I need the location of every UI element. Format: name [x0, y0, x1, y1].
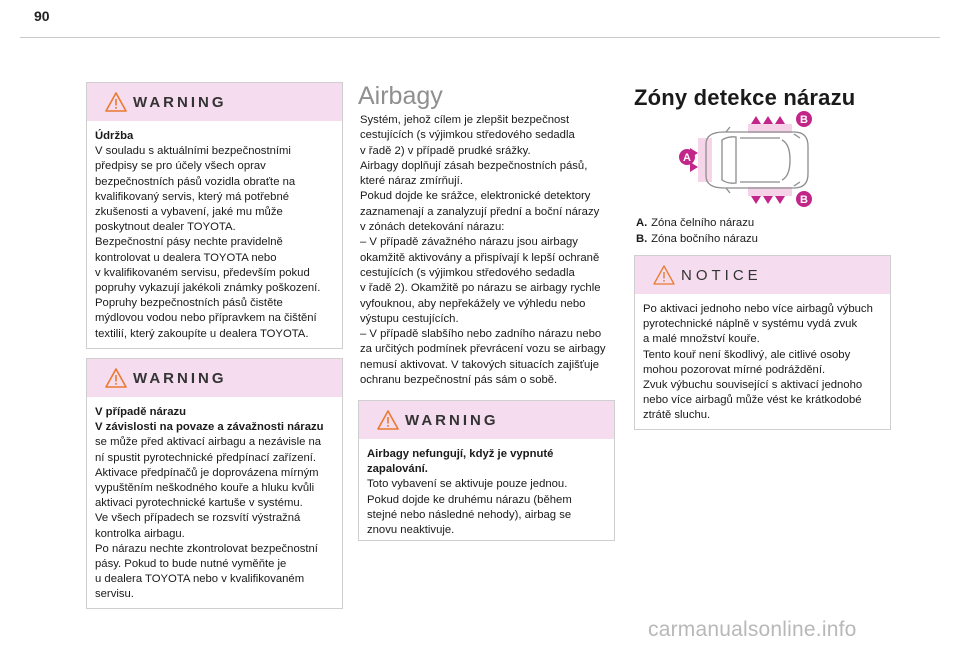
text-line: cestujících (s výjimkou středového sedadla: [360, 129, 575, 142]
warning-line: Popruhy bezpečnostních pásů čistěte: [95, 297, 283, 310]
zone-a-label: A: [683, 152, 691, 164]
warning-line: se může před aktivací airbagu a nezávisle na: [95, 436, 322, 449]
warning-line: poskytnout dealer TOYOTA.: [95, 221, 236, 234]
warning-line: mýdlovou vodou nebo přípravkem na čištění: [95, 312, 317, 325]
warning-line: kontrolovat u dealera TOYOTA nebo: [95, 251, 277, 264]
warning-line: stejné nebo následné nehody), airbag se: [367, 508, 572, 521]
warning-body: [359, 439, 614, 538]
warning-body: [87, 121, 342, 342]
page-number: 90: [34, 8, 50, 24]
notice-line: nebo více airbagů může vést ke krátkodobé: [643, 394, 862, 407]
text-line: Pokud dojde ke srážce, elektronické detektory: [360, 190, 591, 203]
warning-box-maintenance: [86, 82, 343, 349]
text-line: okamžitě aktivovány a přispívají k lepší ochraně: [360, 251, 600, 264]
diagram-legend: [636, 215, 758, 247]
notice-line: Po aktivaci jednoho nebo více airbagů výbuch: [643, 303, 873, 315]
side-arrows-top: [751, 116, 785, 124]
legend-text: Zóna čelního nárazu: [651, 217, 755, 229]
text-line: Systém, jehož cílem je zlepšit bezpečnost: [360, 114, 570, 126]
warning-line: kvalifikovaný servis, který má potřebné: [95, 190, 290, 203]
warning-line: aktivaci pyrotechnické kartuše v systému.: [95, 497, 303, 510]
text-line: ochranu bezpečnostní pás sám o sobě.: [360, 374, 558, 387]
warning-header: [359, 401, 614, 439]
legend-item: [636, 215, 758, 231]
warning-title: WARNING: [133, 93, 227, 111]
car-top-view-icon: [706, 127, 808, 193]
text-line: v řadě 2) v případě prudké srážky.: [360, 144, 531, 157]
zone-b-bottom-label: B: [800, 194, 808, 206]
impact-zones-diagram: [676, 110, 816, 210]
warning-line: znovu neaktivuje.: [367, 524, 455, 537]
notice-line: Tento kouř není škodlivý, ale citlivé osoby: [643, 348, 851, 361]
warning-line: Aktivace předpínačů je doprovázena mírným: [95, 466, 319, 479]
section-title-airbags: Airbagy: [358, 82, 443, 110]
notice-header: [635, 256, 890, 294]
warning-line: V souladu s aktuálními bezpečnostními: [95, 145, 291, 158]
warning-line: bezpečnostních pásů vozidla obraťte na: [95, 175, 296, 188]
legend-key: A.: [636, 217, 648, 229]
warning-heading: zapalování.: [367, 463, 428, 476]
text-line: které náraz zmírňují.: [360, 175, 463, 188]
warning-line: Ve všech případech se rozsvítí výstražná: [95, 512, 301, 525]
warning-heading: V případě nárazu: [95, 406, 187, 418]
warning-line: servisu.: [95, 588, 134, 601]
side-arrows-bottom: [751, 196, 785, 204]
legend-key: B.: [636, 233, 648, 245]
warning-line: Bezpečnostní pásy nechte pravidelně: [95, 236, 283, 249]
airbags-description: [360, 113, 606, 388]
warning-line: Po nárazu nechte zkontrolovat bezpečnostní: [95, 542, 318, 555]
notice-title: NOTICE: [681, 266, 762, 284]
warning-triangle-icon: [105, 368, 127, 388]
text-line: nemusí aktivovat. V takových situacích zajišťuje: [360, 358, 600, 371]
top-divider: [20, 37, 940, 38]
text-line: vyfouknou, aby nepřekážely ve výhledu nebo: [360, 297, 586, 310]
warning-header: [87, 359, 342, 397]
notice-box: [634, 255, 891, 430]
warning-body: [87, 397, 342, 603]
notice-line: a malé množství kouře.: [643, 333, 760, 346]
warning-line: textilií, který zakoupíte u dealera TOYOTA.: [95, 327, 309, 340]
notice-line: pyrotechnické náplně v systému vydá zvuk: [643, 318, 858, 331]
text-line: – V případě slabšího nebo zadního nárazu nebo: [360, 328, 602, 341]
warning-line: pásy. Pokud to bude nutné vyměňte je: [95, 558, 287, 571]
warning-triangle-icon: [377, 410, 399, 430]
warning-line: u dealera TOYOTA nebo v kvalifikovaném: [95, 573, 305, 586]
warning-line: předpisy se pro účely všech oprav: [95, 160, 266, 173]
warning-box-ignition: [358, 400, 615, 541]
warning-title: WARNING: [133, 369, 227, 387]
text-line: výstupu cestujících.: [360, 312, 459, 325]
warning-line: ní spustit pyrotechnické předpínací zařízení.: [95, 451, 317, 464]
text-line: cestujících (s výjimkou středového sedadla: [360, 266, 575, 279]
notice-line: Zvuk výbuchu související s aktivací jednoho: [643, 379, 863, 392]
warning-line: Pokud dojde ke druhému nárazu (během: [367, 493, 572, 506]
warning-line: vypuštěním neškodného kouře a hluku kvůli: [95, 482, 315, 495]
warning-line: v kvalifikovaném servisu, především pokud: [95, 266, 310, 279]
zone-b-top-label: B: [800, 114, 808, 126]
text-line: zaznamenají a zanalyzují přední a boční nárazy: [360, 205, 600, 218]
warning-line: popruhy vykazují jakékoli známky poškození.: [95, 282, 321, 295]
warning-title: WARNING: [405, 411, 499, 429]
warning-line: kontrolka airbagu.: [95, 527, 185, 540]
legend-item: [636, 231, 758, 247]
watermark: carmanualsonline.info: [648, 618, 857, 641]
notice-body: [635, 294, 890, 424]
warning-heading: Údržba: [95, 130, 134, 142]
front-impact-zone: [698, 138, 712, 182]
text-line: v zónách detekování nárazu:: [360, 221, 505, 234]
text-line: – V případě závažného nárazu jsou airbagy: [360, 236, 578, 249]
warning-line: Toto vybavení se aktivuje pouze jednou.: [367, 478, 568, 491]
text-line: za určitých podmínek převrácení vozu se airbagy: [360, 343, 606, 356]
notice-triangle-icon: [653, 265, 675, 285]
legend-text: Zóna bočního nárazu: [651, 233, 758, 245]
section-title-impact-zones: Zóny detekce nárazu: [634, 85, 856, 110]
notice-line: mohou pozorovat mírné podráždění.: [643, 363, 826, 376]
warning-heading: V závislosti na povaze a závažnosti nárazu: [95, 421, 324, 434]
warning-triangle-icon: [105, 92, 127, 112]
notice-line: ztrátě sluchu.: [643, 409, 711, 422]
warning-line: zkušenosti a vybavení, jaké mu může: [95, 206, 283, 219]
warning-box-collision: [86, 358, 343, 609]
warning-header: [87, 83, 342, 121]
text-line: v řadě 2). Okamžitě po nárazu se airbagy rychle: [360, 282, 601, 295]
text-line: Airbagy doplňují zásah bezpečnostních pásů,: [360, 159, 588, 172]
warning-heading: Airbagy nefungují, když je vypnuté: [367, 448, 554, 460]
